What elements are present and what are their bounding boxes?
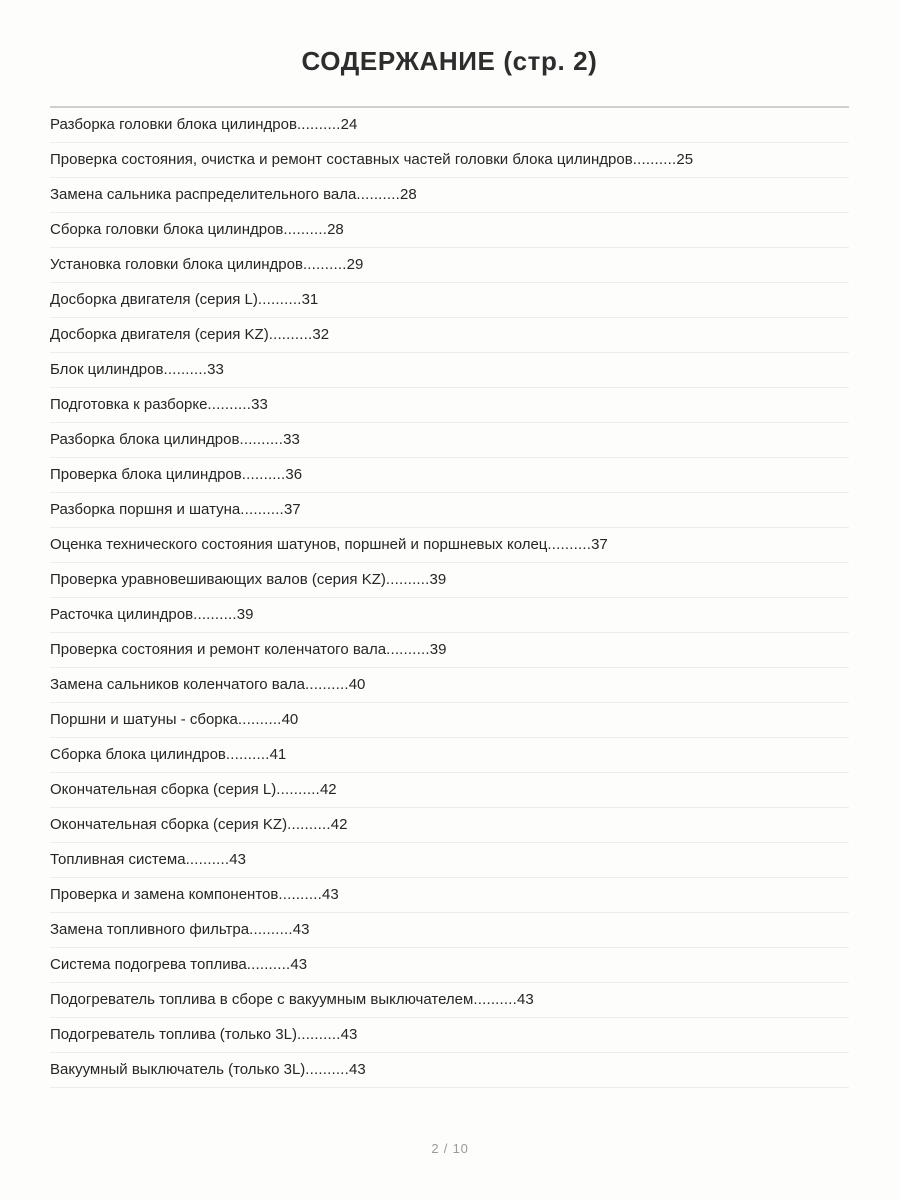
toc-entry-leader: ..........: [241, 466, 286, 483]
toc-entry-page-number: 32: [312, 326, 330, 343]
toc-entry-leader: ..........: [276, 781, 320, 798]
toc-entry-leader: ..........: [302, 256, 347, 273]
toc-entry-leader: ..........: [278, 886, 323, 903]
toc-entry-title: Расточка цилиндров: [50, 606, 194, 623]
toc-entry-title: Проверка блока цилиндров: [50, 466, 242, 483]
toc-entry-page-number: 42: [319, 781, 337, 798]
toc-entry[interactable]: [50, 1053, 849, 1088]
toc-entry-page-number: 33: [251, 396, 268, 413]
toc-entry[interactable]: [50, 703, 849, 738]
toc-entry[interactable]: [50, 108, 849, 143]
page-title: СОДЕРЖАНИЕ (стр. 2): [301, 46, 598, 76]
toc-entry[interactable]: [50, 283, 849, 318]
toc-entry-title: Блок цилиндров: [50, 361, 164, 378]
toc-entry-page-number: 39: [429, 571, 447, 588]
page-number-indicator: 2 / 10: [431, 1140, 469, 1156]
toc-entry-page-number: 43: [290, 956, 308, 973]
toc-entry-title: Сборка блока цилиндров: [50, 746, 226, 763]
toc-entry-leader: ..........: [193, 606, 237, 623]
toc-entry-page-number: 36: [285, 466, 303, 483]
toc-entry-leader: ..........: [305, 676, 349, 693]
toc-entry-leader: ..........: [268, 326, 313, 343]
toc-entry-title: Разборка блока цилиндров: [50, 431, 240, 448]
toc-entry[interactable]: [50, 843, 849, 878]
page-header: [0, 0, 900, 108]
toc-entry[interactable]: [50, 913, 849, 948]
toc-entry[interactable]: [50, 423, 849, 458]
table-of-contents: [0, 108, 900, 1088]
toc-entry-page-number: 43: [517, 991, 534, 1008]
page-footer: [0, 1096, 900, 1200]
toc-entry-title: Оценка технического состояния шатунов, поршней и поршневых колец: [50, 536, 548, 553]
toc-entry-title: Разборка головки блока цилиндров: [50, 116, 297, 133]
toc-entry[interactable]: [50, 738, 849, 773]
toc-entry[interactable]: [50, 983, 849, 1018]
toc-entry-page-number: 43: [340, 1026, 358, 1043]
toc-entry-page-number: 39: [429, 641, 447, 658]
toc-entry[interactable]: [50, 598, 849, 633]
toc-entry-page-number: 40: [348, 676, 366, 693]
toc-entry[interactable]: [50, 773, 849, 808]
toc-entry-title: Окончательная сборка (серия KZ): [50, 816, 288, 833]
toc-entry-page-number: 24: [340, 116, 358, 133]
toc-entry[interactable]: [50, 458, 849, 493]
toc-entry[interactable]: [50, 1018, 849, 1053]
toc-entry-leader: ..........: [632, 151, 677, 168]
toc-entry-leader: ..........: [547, 536, 592, 553]
toc-entry-title: Подогреватель топлива в сборе с вакуумным выключателем: [50, 991, 474, 1008]
toc-entry-title: Установка головки блока цилиндров: [50, 256, 303, 273]
toc-entry-leader: ..........: [246, 956, 291, 973]
toc-entry-title: Замена сальников коленчатого вала: [50, 676, 306, 693]
toc-entry-leader: ..........: [283, 221, 328, 238]
toc-entry[interactable]: [50, 143, 849, 178]
toc-entry-leader: ..........: [237, 711, 282, 728]
toc-entry-title: Разборка поршня и шатуна: [50, 501, 241, 518]
toc-entry-page-number: 40: [281, 711, 299, 728]
toc-entry-page-number: 33: [207, 361, 224, 378]
toc-entry-leader: ..........: [163, 361, 208, 378]
toc-entry-page-number: 29: [346, 256, 364, 273]
toc-entry-leader: ..........: [239, 431, 284, 448]
toc-entry-title: Замена топливного фильтра: [50, 921, 250, 938]
toc-entry-leader: ..........: [287, 816, 331, 833]
toc-entry[interactable]: [50, 493, 849, 528]
toc-entry-title: Топливная система: [50, 851, 186, 868]
toc-entry[interactable]: [50, 563, 849, 598]
toc-entry[interactable]: [50, 808, 849, 843]
toc-entry-title: Замена сальника распределительного вала: [50, 186, 357, 203]
toc-entry-leader: ..........: [240, 501, 284, 518]
toc-entry-page-number: 33: [283, 431, 300, 448]
toc-entry-title: Поршни и шатуны - сборка: [50, 711, 238, 728]
toc-entry-page-number: 42: [330, 816, 348, 833]
toc-entry-page-number: 28: [400, 186, 417, 203]
toc-entry-page-number: 37: [591, 536, 608, 553]
toc-entry-leader: ..........: [257, 291, 302, 308]
toc-entry-leader: ..........: [385, 571, 430, 588]
toc-entry-page-number: 25: [676, 151, 694, 168]
toc-entry-title: Система подогрева топлива: [50, 956, 247, 973]
toc-entry-page-number: 41: [269, 746, 287, 763]
toc-entry[interactable]: [50, 528, 849, 563]
toc-entry-title: Проверка состояния и ремонт коленчатого вала: [50, 641, 387, 658]
toc-entry-page-number: 28: [327, 221, 344, 238]
toc-entry-title: Проверка уравновешивающих валов (серия KZ): [50, 571, 386, 588]
toc-entry-leader: ..........: [473, 991, 518, 1008]
toc-entry[interactable]: [50, 878, 849, 913]
toc-entry-leader: ..........: [296, 116, 341, 133]
toc-entry-page-number: 43: [322, 886, 339, 903]
toc-entry-leader: ..........: [185, 851, 230, 868]
toc-entry-page-number: 43: [229, 851, 246, 868]
toc-entry-title: Проверка состояния, очистка и ремонт составных частей головки блока цилиндров: [50, 151, 633, 168]
toc-entry-page-number: 39: [236, 606, 254, 623]
toc-entry[interactable]: [50, 318, 849, 353]
toc-entry-title: Подогреватель топлива (только 3L): [50, 1026, 297, 1043]
toc-entry-leader: ..........: [207, 396, 252, 413]
toc-entry[interactable]: [50, 668, 849, 703]
toc-entry-title: Досборка двигателя (серия L): [50, 291, 258, 308]
toc-entry-leader: ..........: [249, 921, 293, 938]
toc-entry-page-number: 37: [283, 501, 301, 518]
toc-entry-title: Подготовка к разборке: [50, 396, 208, 413]
toc-entry-title: Сборка головки блока цилиндров: [50, 221, 284, 238]
toc-entry-page-number: 43: [292, 921, 310, 938]
toc-entry-title: Досборка двигателя (серия KZ): [50, 326, 269, 343]
toc-entry-page-number: 43: [348, 1061, 366, 1078]
toc-entry[interactable]: [50, 388, 849, 423]
toc-entry[interactable]: [50, 248, 849, 283]
toc-entry-leader: ..........: [296, 1026, 341, 1043]
toc-entry-title: Вакуумный выключатель (только 3L): [50, 1061, 306, 1078]
toc-entry[interactable]: [50, 633, 849, 668]
toc-entry-title: Проверка и замена компонентов: [50, 886, 279, 903]
toc-entry-leader: ..........: [305, 1061, 349, 1078]
toc-entry[interactable]: [50, 213, 849, 248]
toc-entry[interactable]: [50, 948, 849, 983]
toc-entry-title: Окончательная сборка (серия L): [50, 781, 277, 798]
toc-entry-leader: ..........: [386, 641, 430, 658]
toc-entry-leader: ..........: [356, 186, 401, 203]
toc-entry[interactable]: [50, 178, 849, 213]
toc-entry-page-number: 31: [301, 291, 319, 308]
toc-entry-leader: ..........: [225, 746, 270, 763]
toc-entry[interactable]: [50, 353, 849, 388]
